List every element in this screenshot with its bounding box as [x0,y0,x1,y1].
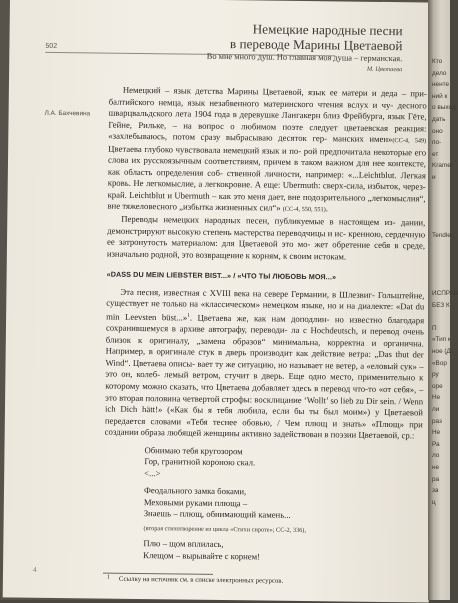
facing-page-fragment: ли [432,406,440,413]
text-line: «Плющ» при создании образа любящей женщины активно задействован [104,418,423,440]
page-number: 502 [45,42,58,50]
running-title [212,22,402,53]
citation: (СС-4, 550, 551) [282,206,326,214]
bottom-mark: 4 [32,565,37,574]
facing-page-fragment: «Тип к [432,336,451,344]
text-line: цветаевская реакция: «захлебываюсь, потом сразу выбрасываю десяток гер- [108,122,427,144]
text-line: лемый ветром, стучит в дверь. Еще одно место, применительно к которому [105,369,424,392]
facing-page-fragment: Tendler, [432,232,455,239]
text-line: ственной личности, например: «...Leichtblut. Легкая кровь. Не легкомыслие, [107,167,426,190]
facing-page-fragment: оре [432,382,443,390]
facing-page-fragment: оно [432,127,443,135]
facing-page-fragment: Кто [432,58,443,65]
text-line: но известно благодаря сохранившемуся в архиве автографу, переводи- [105,314,425,336]
verse-line: <...> [144,467,161,479]
verse-quote-2 [144,485,422,523]
intro-paragraph [107,85,427,218]
facing-page-fragment: ний к [432,92,448,100]
verse-quote-1 [144,445,422,483]
text-line: . [325,203,329,214]
verse-line: Клещом – вырывайте с корнем! [143,549,261,562]
footnote-text: Ссылку на источник см. в списке электронных ресурсов. [118,575,284,585]
facing-page-fragment: ИСПРАВ [432,290,458,297]
facing-page-fragment: ло [432,452,440,460]
facing-page-fragment: ненте [432,81,450,89]
text-line: . Цветаева же, как нам доподлин- [189,312,330,325]
text-line: тяжеловесного „избытка жизненных сил“» [122,201,283,214]
facing-page-fragment: Kramer [432,162,453,170]
text-line: в поэзии Цветаевой, ср.: [324,429,415,441]
facing-page-fragment: о выход [432,104,456,112]
epigraph: Во мне много душ. Но главная моя душа – германская. [206,51,403,64]
text-line: жет обретение себя в среде, изначально родной, это возвращение к корням, [106,239,426,261]
text-line: ла с Hochdeutsch, и перевод очень близок к оригиналу, „заменa образов“ [105,325,425,347]
footnote-number: 1 [106,574,110,581]
facing-page-fragment: П [432,324,437,332]
facing-page-fragment: ет [432,150,439,158]
verse-line: Гор, гранитной короною скал. [144,456,256,468]
facing-page-fragment: ц [432,498,436,506]
third-paragraph [105,286,425,442]
second-paragraph [107,214,426,264]
text-line: Гольштейне, существует не только на «классическом» немецком языке, [106,289,425,311]
text-line: Немецкий – язык детства Марины Цветаевой, язык ее матери и деда – при- [122,84,427,99]
text-line: но и на диалекте: «Dat du min Leevsten büst...» [106,300,425,323]
text-line: и Ubermuth – как это меня дает, вне подозрительного „легкомыслия“, вне [107,190,426,212]
text-line: рой предпочитала некоторые его слова их русскоязычным соответствиям, [107,145,427,167]
book-page [3,0,436,603]
facing-page-fragment: Не [432,394,441,402]
text-line: к своим истокам. [282,250,347,262]
text-line: балтийского немца, язык незабвенного материнского чтения вслух и чу- [108,96,394,110]
citation: (СС-4, 549) [392,137,427,145]
text-line: Эта песня, известная с XVIII века на севере Германии, в Шлезвиг- [120,286,375,300]
text-line: кренною, сердечную ее затронутость материалом: для Цветаевой это мо- [106,228,426,250]
facing-page-fragment: дело [432,69,447,77]
epigraph-source: М. Цветаева [366,65,403,74]
facing-page-fragment: и [432,174,436,181]
facing-page-fragment: раз [432,417,442,425]
footnote-marker[interactable]: 1 [187,312,191,319]
text-line: Переводы немецких народных песен, публикуемые в настоящем из- [121,213,396,228]
facing-page-fragment: по- [432,139,442,147]
title-line-1: Немецкие народные песни [252,21,403,39]
verse-line: Плю – щом вплилась, [143,538,224,550]
facing-page-fragment: Ра [432,440,440,448]
verse-line: Знаешь – плющ, обнимающий камень... [143,508,291,521]
text-line: Фрейбурга, язык Гёте, Гейне, Рильке, – на вопрос о любимом поэте следует [108,110,427,133]
text-line: а легкокровие. А еще: Ubermuth: сверх-сила, избыток, через-край. Leichtblut [107,179,426,201]
text-line: минимальна, корректна и органична. Например, в оригинале стук в дверь [105,336,424,358]
facing-page-fragment: за [432,487,439,495]
text-line: sein. / Wenn ich Dich hätt!» («Как бы я тебя любила, если бы ты был моим») [104,395,424,417]
main-text [103,85,427,565]
margin-author: Л.А. Бахчевина [44,109,91,118]
text-line: у Цветаевой передается словами «Тебя теснее обовью, / Чем плющ и знать» [104,406,424,429]
facing-page-fragment: дать [432,116,446,123]
facing-page-fragment: Не [432,429,441,437]
title-line-2: в переводе Марины Цветаевой [229,35,403,53]
facing-page-fragment: «Вор [432,359,447,367]
facing-page-fragment: ру [432,371,439,379]
text-line: Цветаева глубоко чувствовала немецкий язык и по- [108,143,302,156]
facing-page-edge [428,0,458,600]
text-line: причем в таком важном для нее контексте, как область определения соб- [107,156,427,178]
text-line: дании, демонстрируют высокую степень мастерства переводчицы и ис- [107,217,426,239]
verse-line: Меховыми руками плюща – [143,496,248,509]
text-line: производит как действие ветра: „Das thut der Wind“. Цветаева описы- [105,347,424,369]
facing-page-fragment: не [432,464,440,471]
facing-page-fragment: ное (Д [432,348,451,355]
text-line: можно сказать, что Цветаева добавляет здесь в перевод что-то «от себя», – [142,381,424,395]
verse-line: Феодального замка боками, [143,485,247,497]
verse-line: Обнимаю тебя кругозором [144,444,243,457]
footnote-rule [103,573,213,575]
facing-page-fragment: БЕЗ К [432,301,450,309]
facing-page-fragment: ра [432,475,440,483]
section-heading: «DASS DU MEIN LIEBSTER BIST...» / «ЧТО ТЫ ЛЮБОВЬ МОЯ...» [106,269,337,282]
text-line: вает ту же ситуацию, но называет не ветер, а «еловый сук» – это он, колеб- [105,358,424,380]
text-line: это вторая половина четвертой строфы: восклицание ‘Wollt’ so lieb zu Dir [105,392,378,406]
verse-source: (вторая стихотворение из цикла «Стихи сироте»; СС-2, 336), [143,524,307,534]
verse-quote-3 [143,538,421,564]
text-line: десного шварцвальдского лета 1904 года в деревушке Лангакерн близ [108,99,427,121]
text-line: манских имен» [332,133,393,145]
